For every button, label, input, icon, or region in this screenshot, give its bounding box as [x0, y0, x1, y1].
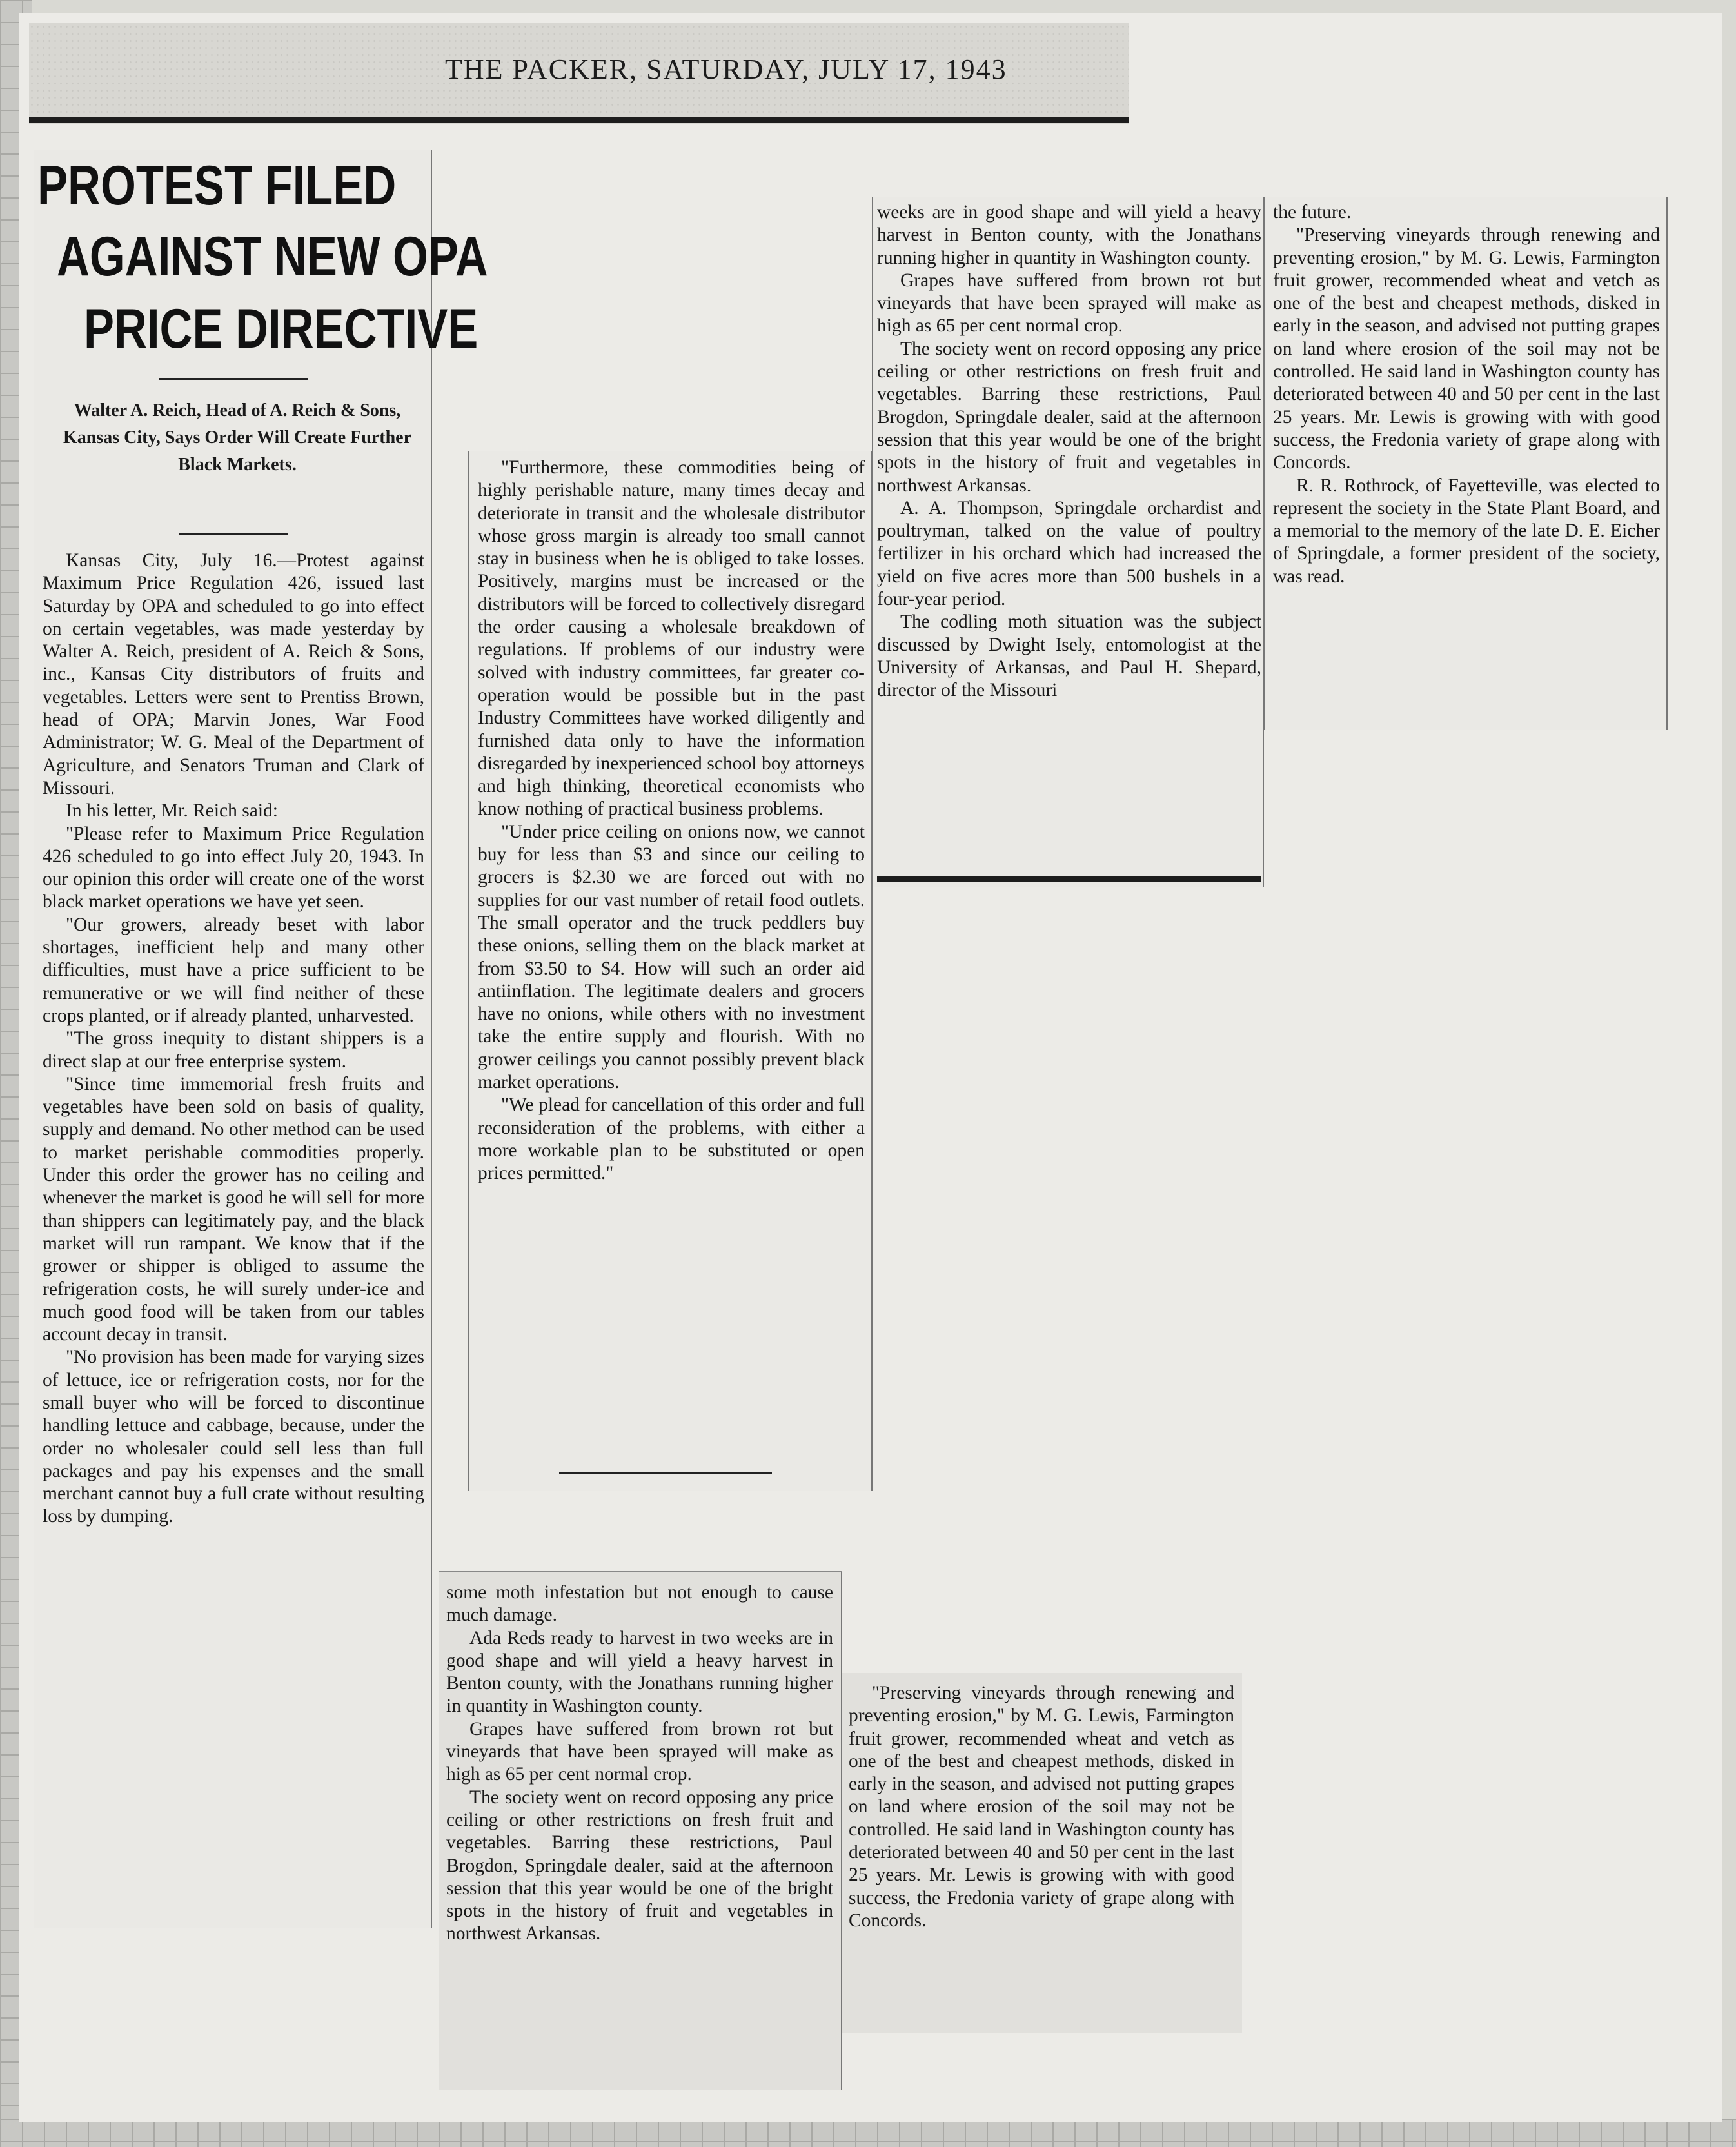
- paragraph: "Under price ceiling on onions now, we cannot buy for less than $3 and since our ceiling to grocers is $2.30 we are forced out with no supplies for our vast number of retail food outlets. The small operator and the truck peddlers buy these onions, selling them on the black market at from $3.50 to $4. How will such an order aid antiinflation. The legitimate dealers and grocers have no onions, while others with no investment take the entire supply and flourish. With no grower ceilings you cannot possibly prevent black market operations.: [478, 821, 865, 1093]
- paragraph: "No provision has been made for varying sizes of lettuce, ice or refrigeration costs, nor for the small buyer who will be forced to discontinue handling lettuce and cabbage, because, under the order no wholesaler could sell less than full packages and pay his expenses and the small merchant cannot buy a full crate without resulting loss by dumping.: [43, 1347, 424, 1527]
- article-column-2-text: [478, 457, 865, 1185]
- paragraph: Kansas City, July 16.—Protest against Maximum Price Regulation 426, issued last Saturday by OPA and scheduled to go into effect on certain vegetables, was made yesterday by Walter A. Reich, president of A. Reich & Sons, inc., Kansas City distributors of fruits and vegetables. Letters were sent to Prentiss Brown, head of OPA; Marvin Jones, War Food Administrator; W. G. Meal of the Department of Agriculture, and Senators Truman and Clark of Missouri.: [43, 550, 424, 798]
- society-column-3-text: [877, 201, 1261, 702]
- article-column-1-text: [43, 549, 424, 1529]
- article-subhead: Walter A. Reich, Head of A. Reich & Sons, Kansas City, Says Order Will Create Further Black Markets.: [63, 401, 412, 475]
- duplicate-clip-a: [439, 1571, 842, 2090]
- society-column-4-clip: [1264, 197, 1668, 730]
- duplicate-clip-a-text: [446, 1581, 833, 1946]
- article-end-rule: [559, 1472, 772, 1474]
- paragraph: "Preserving vineyards through renewing and preventing erosion," by M. G. Lewis, Farmington fruit grower, recommended wheat and vetch as one of the best and cheapest methods, disked in early in the season, and advised not putting grapes on land where erosion of the soil may not be controlled. He said land in Washington county has deteriorated between 40 and 50 per cent in the last 25 years. Mr. Lewis is growing with with good success, the Fredonia variety of grape along with Concords.: [849, 1683, 1234, 1931]
- paragraph: "Please refer to Maximum Price Regulation 426 scheduled to go into effect July 20, 1943. In our opinion this order will create one of the worst black market operations we have yet seen.: [43, 823, 424, 913]
- masthead-rule: [29, 117, 1129, 123]
- duplicate-clip-b-text: [849, 1682, 1234, 1932]
- paragraph: the future.: [1273, 202, 1352, 223]
- article-column-1-clip: [34, 150, 488, 1928]
- paragraph: "Preserving vineyards through renewing and preventing erosion," by M. G. Lewis, Farmington fruit grower, recommended wheat and vetch as one of the best and cheapest methods, disked in early in the season, and advised not putting grapes on land where erosion of the soil may not be controlled. He said land in Washington county has deteriorated between 40 and 50 per cent in the last 25 years. Mr. Lewis is growing with with good success, the Fredonia variety of grape along with Concords.: [1273, 224, 1660, 473]
- article-column-2-clip: [468, 451, 873, 1491]
- paragraph: "Our growers, already beset with labor shortages, inefficient help and many other difficulties, must have a price sufficient to be remunerative or we will find neither of these crops planted, or if already planted, unharvested.: [43, 914, 424, 1026]
- paragraph: weeks are in good shape and will yield a heavy harvest in Benton county, with the Jonathans running higher in quantity in Washington county.: [877, 202, 1261, 268]
- paragraph: "Since time immemorial fresh fruits and vegetables have been sold on basis of quality, supply and demand. No other method can be used to market perishable commodities properly. Under this order the grower has no ceiling and whenever the market is good he will sell for more than shippers can legitimately pay, and the black market will run rampant. We know that if the grower or shipper is obliged to assume the refrigeration costs, he will surely under-ice and much good food will be taken from our tables account decay in transit.: [43, 1073, 424, 1345]
- paragraph: some moth infestation but not enough to cause much damage.: [446, 1582, 833, 1626]
- paragraph: In his letter, Mr. Reich said:: [66, 800, 278, 822]
- paragraph: R. R. Rothrock, of Fayetteville, was elected to represent the society in the State Plant Board, and a memorial to the memory of the late D. E. Eicher of Springdale, a former president of the society, was read.: [1273, 475, 1660, 587]
- paragraph: Grapes have suffered from brown rot but vineyards that have been sprayed will make as high as 65 per cent normal crop.: [877, 270, 1261, 337]
- headline-block: [37, 155, 488, 401]
- headline-line-1: PROTEST FILED: [37, 155, 397, 217]
- headline-divider: [159, 378, 308, 380]
- subhead-divider: [179, 533, 288, 535]
- paragraph: The society went on record opposing any price ceiling or other restrictions on fresh fruit and vegetables. Barring these restrictions, Paul Brogdon, Springdale dealer, said at the afternoon session that this year would be one of the bright spots in the history of fruit and vegetables in northwest Arkansas.: [877, 338, 1261, 496]
- paragraph: Grapes have suffered from brown rot but vineyards that have been sprayed will make as high as 65 per cent normal crop.: [446, 1718, 833, 1785]
- headline-line-2: AGAINST NEW OPA: [57, 226, 488, 288]
- society-column-4-text: [1273, 201, 1660, 588]
- society-end-rule: [877, 876, 1261, 882]
- headline-line-3: PRICE DIRECTIVE: [84, 298, 478, 360]
- paragraph: The society went on record opposing any price ceiling or other restrictions on fresh fruit and vegetables. Barring these restrictions, Paul Brogdon, Springdale dealer, said at the afternoon session that this year would be one of the bright spots in the history of fruit and vegetables in northwest Arkansas.: [446, 1786, 833, 1944]
- paragraph: A. A. Thompson, Springdale orchardist and poultryman, talked on the value of poultry fertilizer in his orchard which had increased the yield on five acres more than 500 bushels in a four-year period.: [877, 497, 1261, 610]
- paragraph: "The gross inequity to distant shippers is a direct slap at our free enterprise system.: [43, 1028, 424, 1072]
- masthead-title: THE PACKER, SATURDAY, JULY 17, 1943: [445, 54, 1007, 85]
- paragraph: The codling moth situation was the subject discussed by Dwight Isely, entomologist at the University of Arkansas, and Paul H. Shepard, director of the Missouri: [877, 611, 1261, 701]
- paragraph: "We plead for cancellation of this order and full reconsideration of the problems, with either a more workable plan to be substituted or open prices permitted.": [478, 1094, 865, 1184]
- paragraph: Ada Reds ready to harvest in two weeks are in good shape and will yield a heavy harvest in Benton county, with the Jonathans running higher in quantity in Washington county.: [446, 1627, 833, 1717]
- paragraph: "Furthermore, these commodities being of highly perishable nature, many times decay and deteriorate in transit and the wholesale distributor whose gross margin is already too small cannot stay in business when he is obliged to take losses. Positively, margins must be increased or the distributors will be forced to collectively disregard the order causing a wholesale breakdown of regulations. If problems of our industry were solved with industry committees, far greater co-operation would be possible but in the past Industry Committees have worked diligently and furnished data only to have the information disregarded by inexperienced school boy attorneys and high thinking, theoretical economists who know nothing of practical business problems.: [478, 457, 865, 820]
- society-column-3-clip: [872, 197, 1264, 887]
- bottom-grid-strip: [0, 2119, 1736, 2147]
- duplicate-clip-b: [842, 1673, 1242, 2033]
